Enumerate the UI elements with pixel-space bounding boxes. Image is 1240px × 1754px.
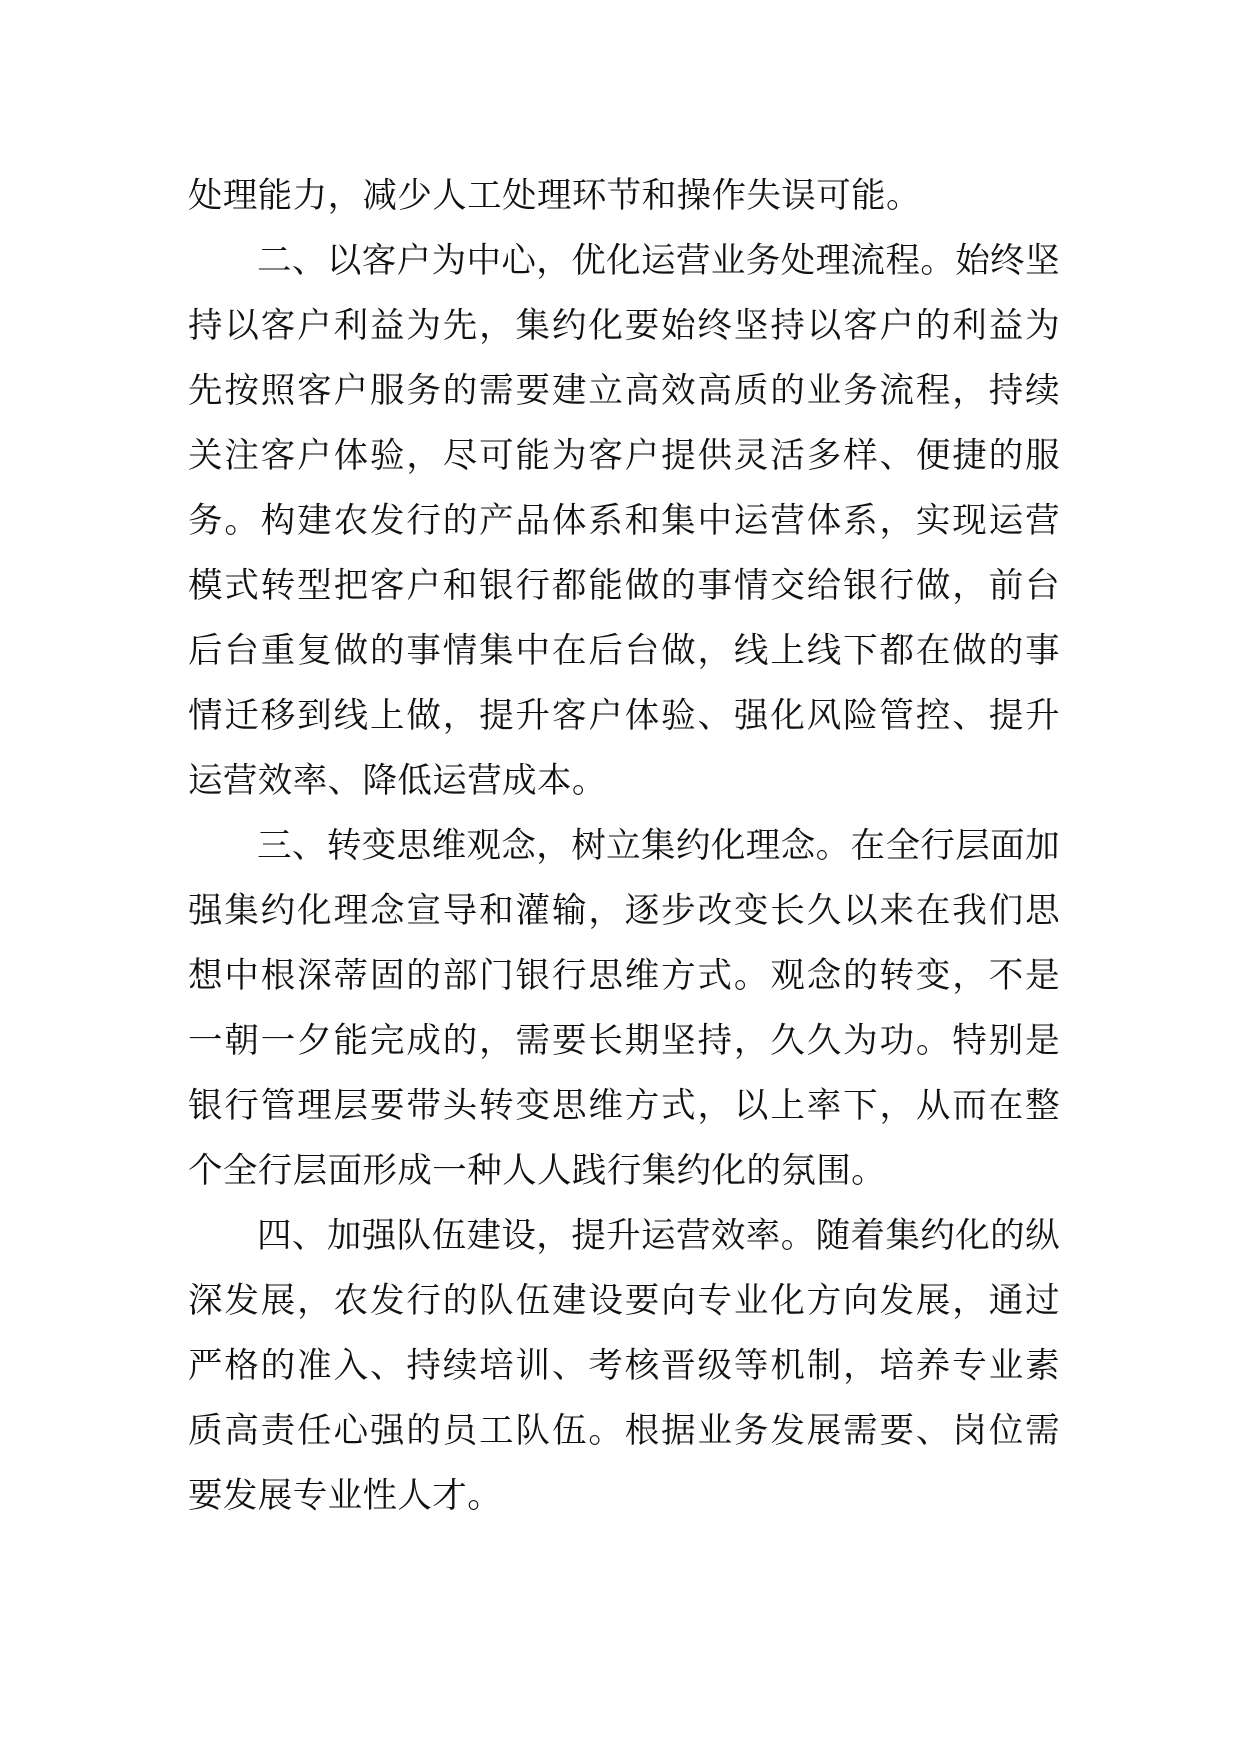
document-body [188, 164, 1060, 1529]
paragraph-point-3: 三、转变思维观念，树立集约化理念。在全行层面加强集约化理念宣导和灌输，逐步改变长久以来在我们思想中根深蒂固的部门银行思维方式。观念的转变，不是一朝一夕能完成的，需要长期坚持，久久为功。特别是银行管理层要带头转变思维方式，以上率下，从而在整个全行层面形成一种人人践行集约化的氛围。 [188, 826, 1060, 1191]
paragraph-point-4: 四、加强队伍建设，提升运营效率。随着集约化的纵深发展，农发行的队伍建设要向专业化方向发展，通过严格的准入、持续培训、考核晋级等机制，培养专业素质高责任心强的员工队伍。根据业务发展需要、岗位需要发展专业性人才。 [188, 1216, 1060, 1516]
paragraph-continuation: 处理能力，减少人工处理环节和操作失误可能。 [188, 176, 921, 216]
paragraph-point-2: 二、以客户为中心，优化运营业务处理流程。始终坚持以客户利益为先，集约化要始终坚持以客户的利益为先按照客户服务的需要建立高效高质的业务流程，持续关注客户体验，尽可能为客户提供灵活多样、便捷的服务。构建农发行的产品体系和集中运营体系，实现运营模式转型把客户和银行都能做的事情交给银行做，前台后台重复做的事情集中在后台做，线上线下都在做的事情迁移到线上做，提升客户体验、强化风险管控、提升运营效率、降低运营成本。 [188, 241, 1060, 801]
